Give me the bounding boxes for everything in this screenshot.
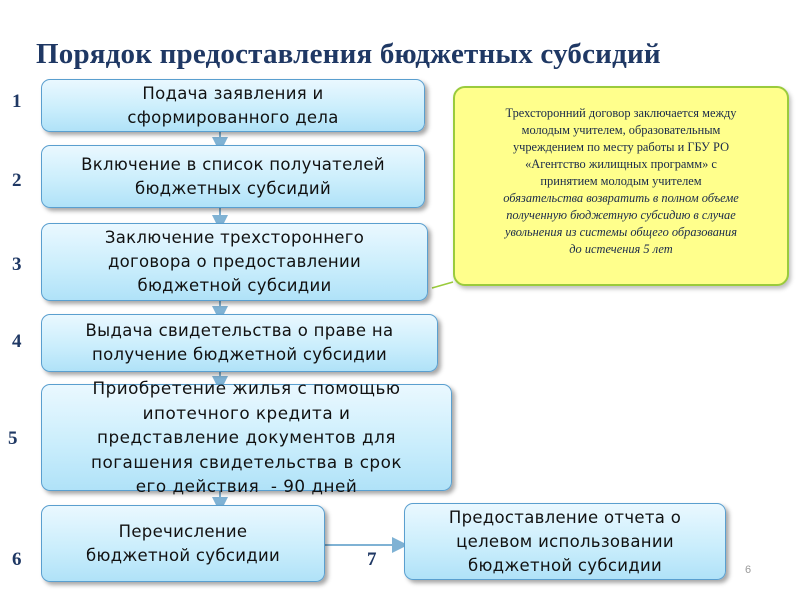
step-5-line: ипотечного кредита и bbox=[142, 402, 351, 423]
note-line: «Агентство жилищных программ» с bbox=[525, 157, 717, 171]
step-4-line: Выдача свидетельства о праве на bbox=[85, 321, 394, 340]
step-7-line: Предоставление отчета о bbox=[448, 507, 682, 527]
step-2-line: бюджетных субсидий bbox=[134, 178, 331, 198]
step-1-line: сформированного дела bbox=[127, 107, 339, 127]
step-4-line: получение бюджетной субсидии bbox=[91, 345, 387, 364]
step-5-line: погашения свидетельства в срок bbox=[90, 451, 402, 472]
note-line: молодым учителем, образовательным bbox=[521, 123, 721, 137]
step-3-line: договора о предоставлении bbox=[107, 252, 362, 271]
step-6-line: Перечисление bbox=[118, 521, 248, 541]
step-number-1: 1 bbox=[12, 91, 22, 112]
page-title: Порядок предоставления бюджетных субсидий bbox=[36, 38, 661, 70]
arrow-note bbox=[432, 282, 453, 288]
step-3-line: Заключение трехстороннего bbox=[104, 228, 365, 247]
step-7-line: целевом использовании bbox=[456, 531, 674, 551]
note-line-italic: обязательства возвратить в полном объеме bbox=[503, 191, 739, 205]
step-5-line: Приобретение жилья с помощью bbox=[92, 378, 401, 399]
note-line: Трехсторонний договор заключается между bbox=[505, 106, 737, 120]
step-number-5: 5 bbox=[8, 428, 18, 449]
page-number: 6 bbox=[745, 564, 752, 576]
callout-note bbox=[453, 86, 789, 286]
note-line-italic: увольнения из системы общего образования bbox=[504, 225, 737, 239]
step-box-2 bbox=[41, 145, 425, 208]
step-5-line: представление документов для bbox=[97, 427, 396, 448]
note-line: учреждением по месту работы и ГБУ РО bbox=[512, 140, 730, 154]
step-6-line: бюджетной субсидии bbox=[85, 545, 280, 565]
step-number-7: 7 bbox=[367, 549, 377, 570]
step-7-line: бюджетной субсидии bbox=[467, 555, 662, 575]
step-number-4: 4 bbox=[12, 331, 22, 352]
step-number-3: 3 bbox=[12, 254, 22, 275]
step-number-6: 6 bbox=[12, 549, 22, 570]
step-1-line: Подача заявления и bbox=[142, 83, 324, 103]
step-2-line: Включение в список получателей bbox=[81, 154, 385, 174]
step-box-1 bbox=[41, 79, 425, 132]
step-box-7 bbox=[404, 503, 726, 580]
note-line-italic: до истечения 5 лет bbox=[569, 242, 673, 256]
step-3-line: бюджетной субсидии bbox=[137, 276, 332, 295]
step-number-2: 2 bbox=[12, 170, 22, 191]
note-line: принятием молодым учителем bbox=[540, 174, 702, 188]
step-box-6 bbox=[41, 505, 325, 582]
step-5-line: его действия - 90 дней bbox=[135, 476, 358, 497]
step-box-5 bbox=[41, 378, 452, 497]
step-box-4 bbox=[41, 314, 438, 372]
note-line-italic: полученную бюджетную субсидию в случае bbox=[506, 208, 736, 222]
step-box-3 bbox=[41, 223, 428, 301]
